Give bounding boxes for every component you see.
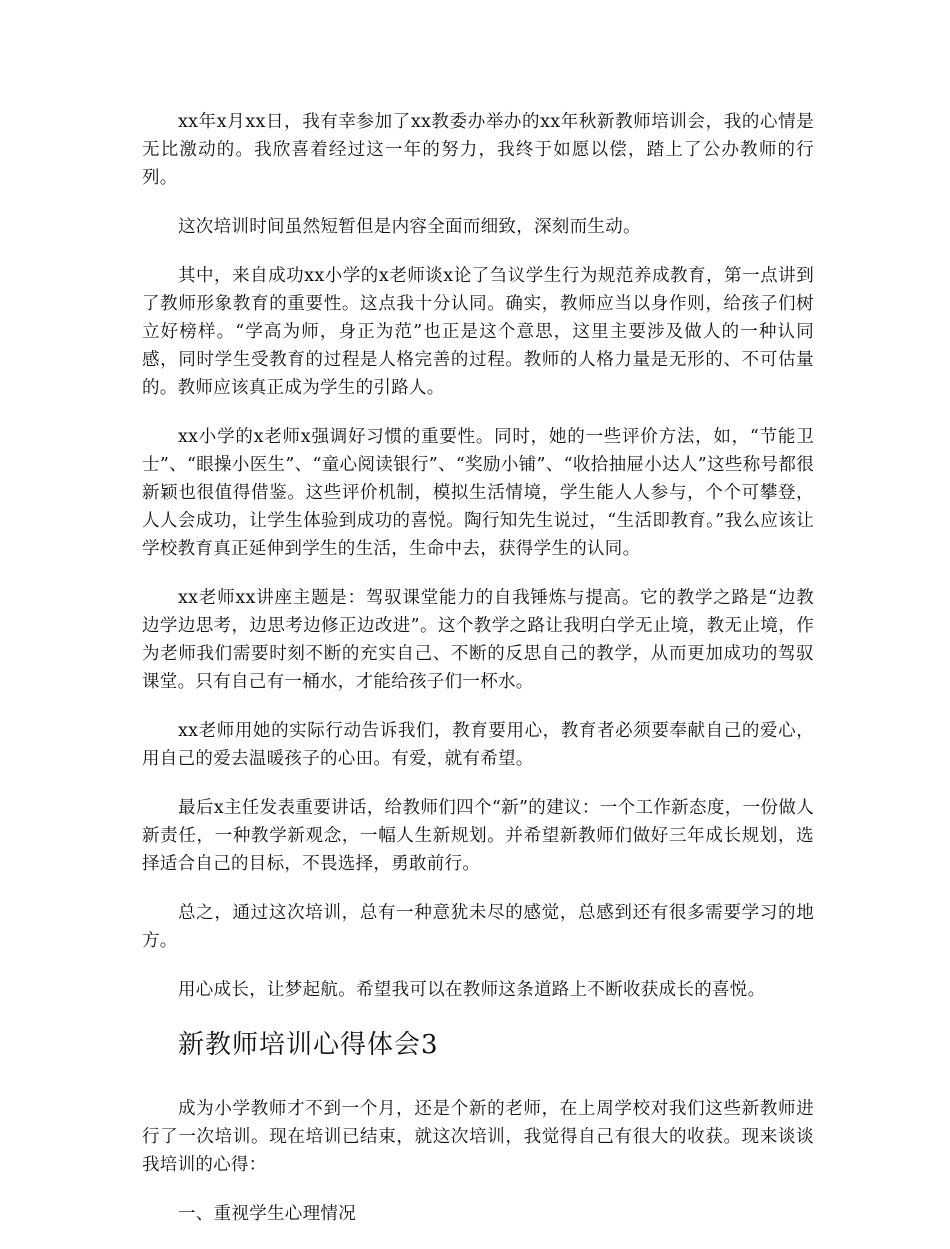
paragraph: xx小学的x老师x强调好习惯的重要性。同时，她的一些评价方法，如，“节能卫士”、“眼操小医生”、“童心阅读银行”、“奖励小铺”、“收拾抽屉小达人”这些称号都很新颖也很值得借鉴。这些评价机制，模拟生活情境，学生能人人参与，个个可攀登，人人会成功，让学生体验到成功的喜悦。陶行知先生说过，“生活即教育。”我么应该让学校教育真正延伸到学生的生活，生命中去，获得学生的认同。 <box>142 427 814 559</box>
paragraph: 这次培训时间虽然短暂但是内容全面而细致，深刻而生动。 <box>178 217 641 237</box>
paragraph: 成为小学教师才不到一个月，还是个新的老师，在上周学校对我们这些新教师进行了一次培训。现在培训已结束，就这次培训，我觉得自己有很大的收获。现来谈谈我培训的心得： <box>142 1099 814 1175</box>
paragraph: 用心成长，让梦起航。希望我可以在教师这条道路上不断收获成长的喜悦。 <box>178 980 766 1000</box>
subheading: 一、重视学生心理情况 <box>178 1204 356 1224</box>
document-body <box>142 108 814 1249</box>
paragraph: xx老师xx讲座主题是：驾驭课堂能力的自我锤炼与提高。它的教学之路是“边教边学边思考，边思考边修正边改进”。这个教学之路让我明白学无止境，教无止境，作为老师我们需要时刻不断的充实自己、不断的反思自己的教学，从而更加成功的驾驭课堂。只有自己有一桶水，才能给孩子们一杯水。 <box>142 588 814 692</box>
paragraph: xx老师用她的实际行动告诉我们，教育要用心，教育者必须要奉献自己的爱心，用自己的爱去温暖孩子的心田。有爱，就有希望。 <box>142 721 814 769</box>
paragraph: 最后x主任发表重要讲话，给教师们四个“新”的建议：一个工作新态度，一份做人新责任，一种教学新观念，一幅人生新规划。并希望新教师们做好三年成长规划，选择适合自己的目标，不畏选择，勇敢前行。 <box>142 798 814 874</box>
paragraph: 其中，来自成功xx小学的x老师谈x论了刍议学生行为规范养成教育，第一点讲到了教师形象教育的重要性。这点我十分认同。确实，教师应当以身作则，给孩子们树立好榜样。“学高为师，身正为范”也正是这个意思，这里主要涉及做人的一种认同感，同时学生受教育的过程是人格完善的过程。教师的人格力量是无形的、不可估量的。教师应该真正成为学生的引路人。 <box>142 266 814 398</box>
section-heading: 新教师培训心得体会3 <box>178 1030 439 1060</box>
paragraph: 总之，通过这次培训，总有一种意犹未尽的感觉，总感到还有很多需要学习的地方。 <box>142 903 814 951</box>
paragraph: xx年x月xx日，我有幸参加了xx教委办举办的xx年秋新教师培训会，我的心情是无比激动的。我欣喜着经过这一年的努力，我终于如愿以偿，踏上了公办教师的行列。 <box>142 112 814 188</box>
